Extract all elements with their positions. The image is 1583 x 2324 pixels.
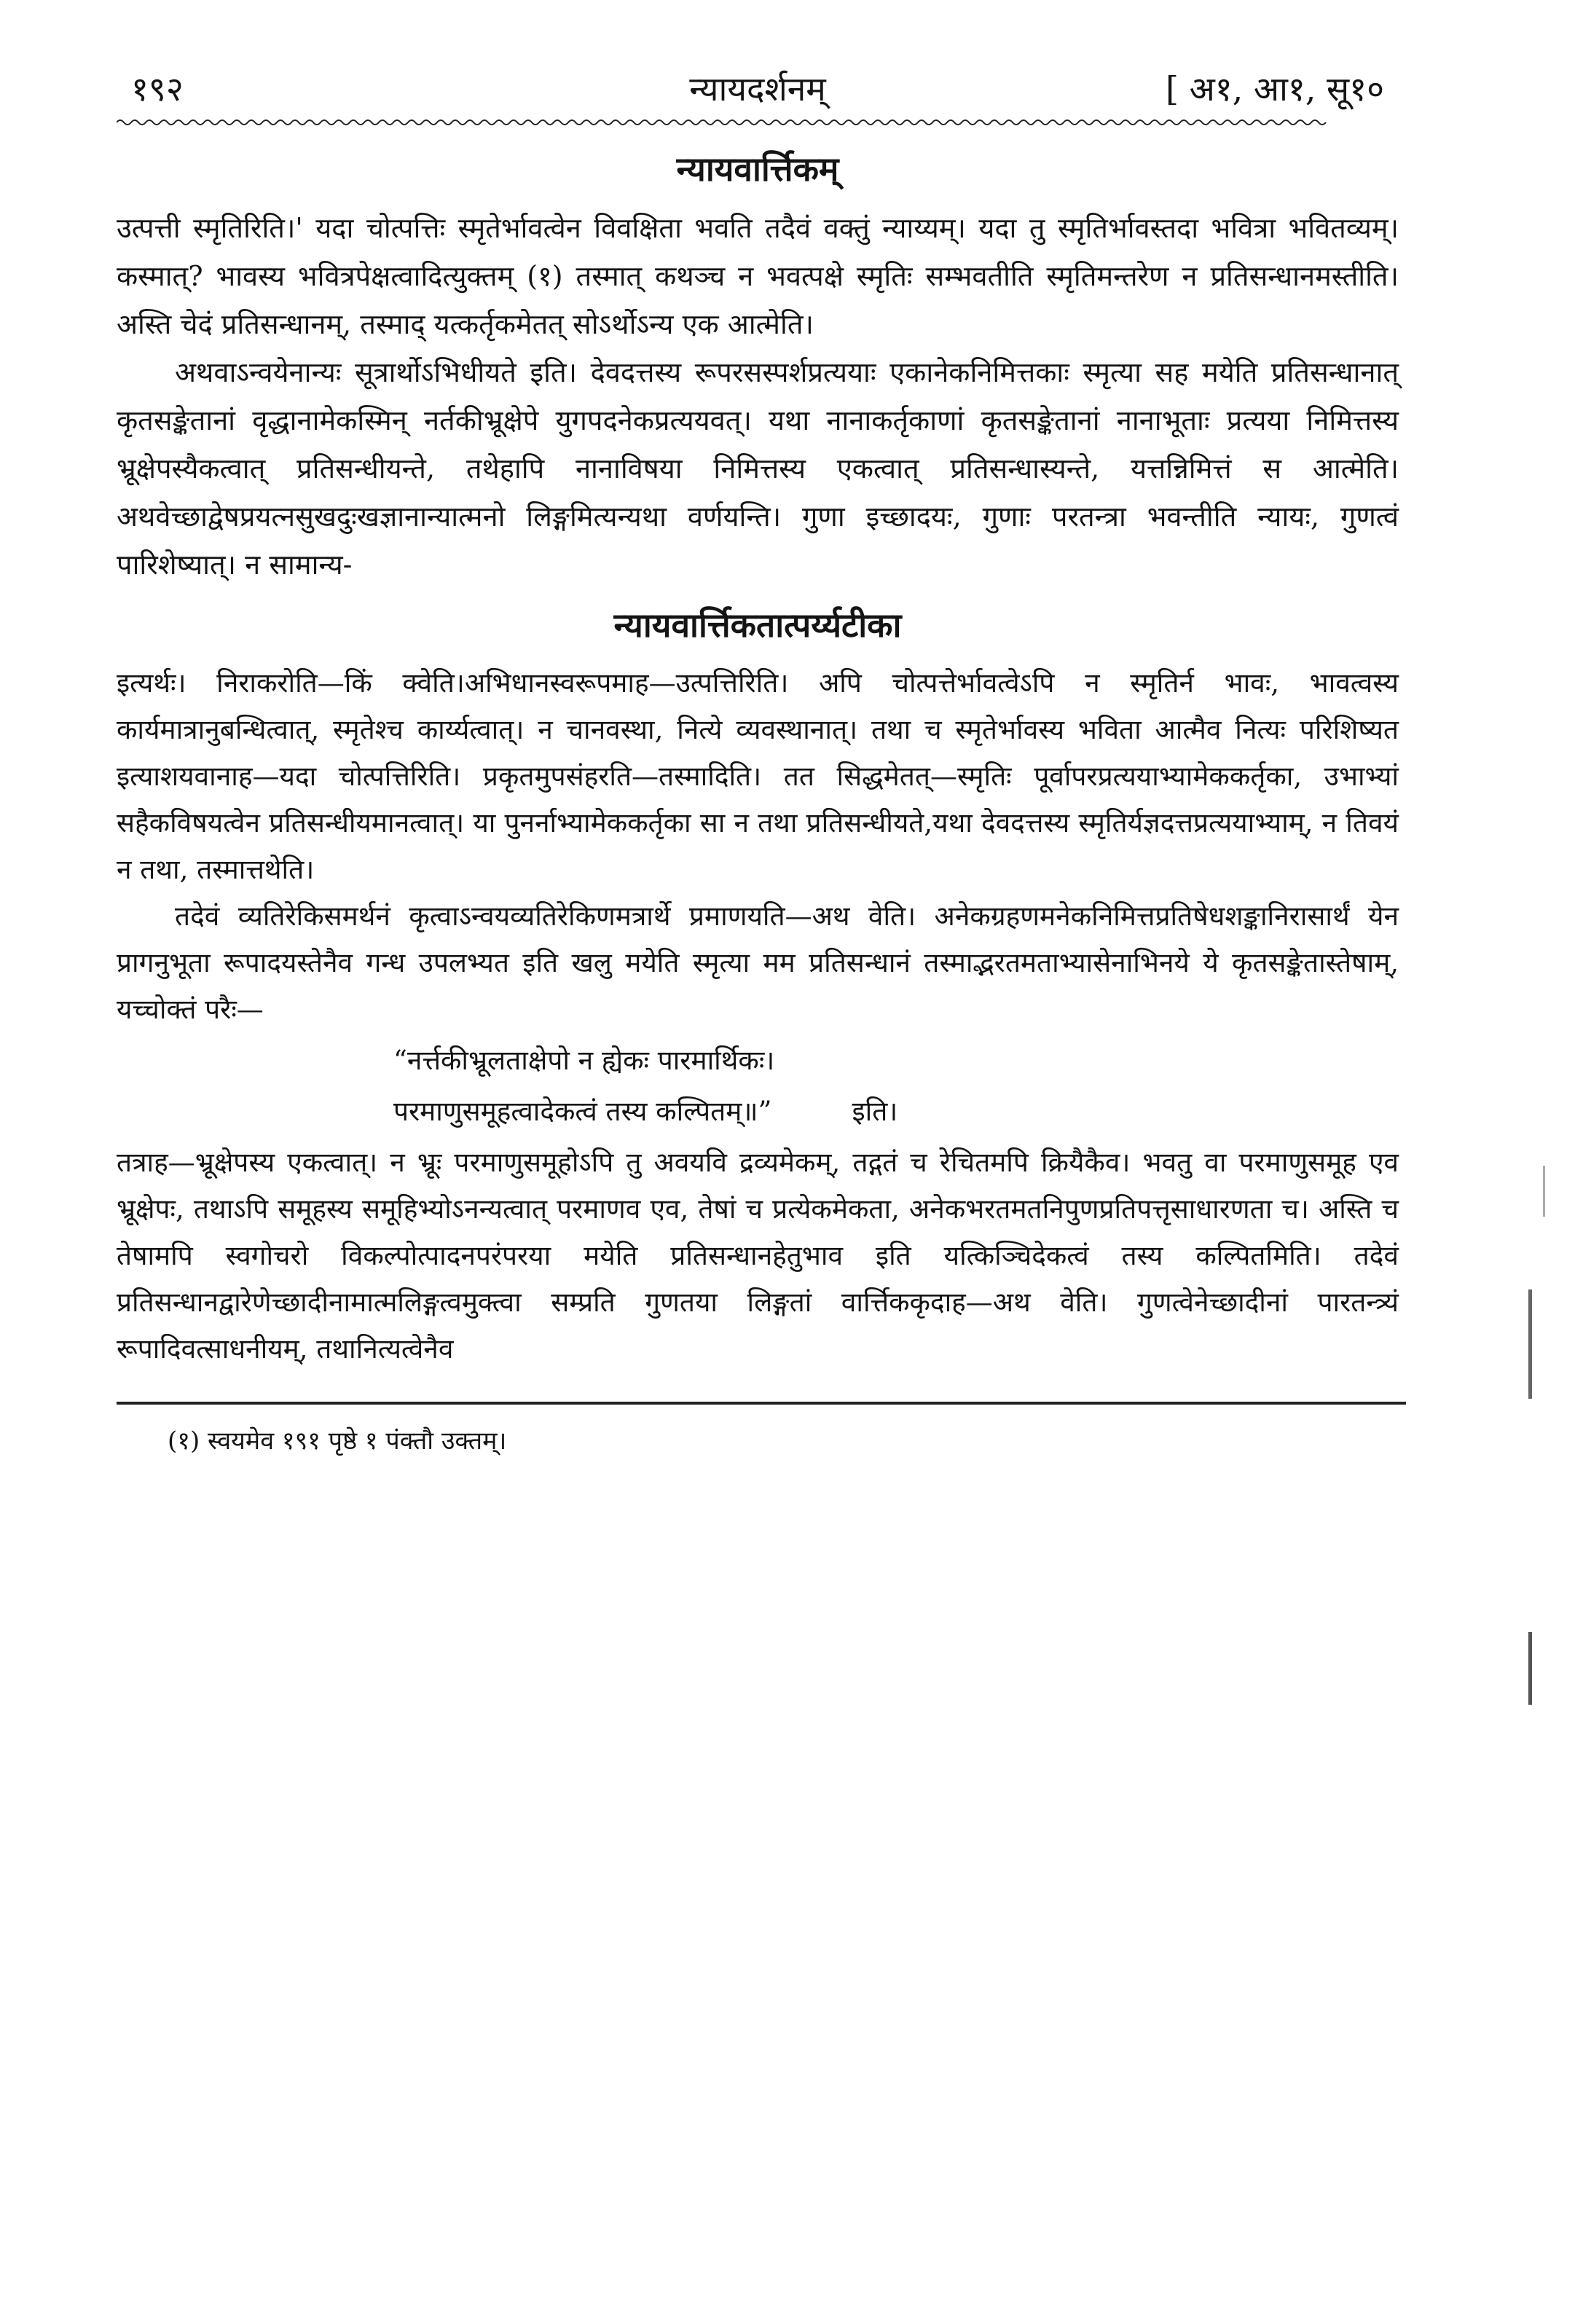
tika-paragraph-3: तत्राह—भ्रूक्षेपस्य एकत्वात्। न भ्रूः परमाणुसमूहोऽपि तु अवयवि द्रव्यमेकम्, तद्गतं च रेचितमपि क्रियैकैव। भवतु वा परमाणुसमूह एव भ्रूक्षेपः, तथाऽपि समूहस्य समूहिभ्योऽनन्यत्वात् परमाणव एव, तेषां च प्रत्येकमेकता, अनेकभरतमतनिपुणप्रतिपत्तृसाधारणता च। अस्ति च तेषामपि स्वगोचरो विकल्पोत्पादनपरंपरया मयेति प्रतिसन्धानहेतुभाव इति यत्किञ्चिदेकत्वं तस्य कल्पितमिति। तदेवं प्रतिसन्धानद्वारेणेच्छादीनामात्मलिङ्गत्वमुक्त्वा सम्प्रति गुणतया लिङ्गतां वार्त्तिककृदाह—अथ वेति। गुणत्वेनेच्छादीनां पारतन्त्र्यं रूपादिवत्साधनीयम्, तथानित्यत्वेनैव [117, 1147, 1399, 1365]
quoted-verse-line-2 [393, 1088, 1399, 1135]
verse-text: परमाणुसमूहत्वादेकत्वं तस्य कल्पितम्॥” [393, 1096, 772, 1127]
margin-mark [1543, 1166, 1545, 1217]
page-header [117, 58, 1399, 117]
margin-mark [1528, 1289, 1532, 1399]
tika-paragraph-1: इत्यर्थः। निराकरोति—किं क्वेति।अभिधानस्वरूपमाह—उत्पत्तिरिति। अपि चोत्पत्तेर्भावत्वेऽपि न स्मृतिर्न भावः, भावत्वस्य कार्यमात्रानुबन्धित्वात्, स्मृतेश्च कार्य्यत्वात्। न चानवस्था, नित्ये व्यवस्थानात्। तथा च स्मृतेर्भावस्य भविता आत्मैव नित्यः परिशिष्यत इत्याशयवानाह—यदा चोत्पत्तिरिति। प्रकृतमुपसंहरति—तस्मादिति। तत सिद्धमेतत्—स्मृतिः पूर्वापरप्रत्ययाभ्यामेककर्तृका, उभाभ्यां सहैकविषयत्वेन प्रतिसन्धीयमानत्वात्। या पुनर्नाभ्यामेककर्तृका सा न तथा प्रतिसन्धीयते,यथा देवदत्तस्य स्मृतिर्यज्ञदत्तप्रत्ययाभ्याम्, न तिवयं न तथा, तस्मात्तथेति। [117, 667, 1399, 885]
vartika-heading: न्यायवार्त्तिकम् [676, 149, 839, 189]
running-title: न्यायदर्शनम् [689, 69, 826, 109]
tika-heading: न्यायवार्त्तिकतात्पर्य्यटीका [613, 605, 902, 645]
verse-end-marker: इति। [852, 1096, 898, 1127]
quoted-verse-line-1: “नर्त्तकीभ्रूलताक्षेपो न ह्येकः पारमार्थिकः। [393, 1045, 775, 1076]
margin-mark [1528, 1632, 1532, 1705]
section-reference: [ अ१, आ१, सू१० [1166, 69, 1384, 109]
footnote-rule [117, 1402, 1406, 1405]
wavy-rule-divider [117, 117, 1399, 128]
page [117, 58, 1399, 1463]
tika-paragraph-2: तदेवं व्यतिरेकिसमर्थनं कृत्वाऽन्वयव्यतिरेकिणमत्रार्थे प्रमाणयति—अथ वेति। अनेकग्रहणमनेकनिमित्तप्रतिषेधशङ्कानिरासार्थं येन प्रागनुभूता रूपादयस्तेनैव गन्ध उपलभ्यत इति खलु मयेति स्मृत्या मम प्रतिसन्धानं तस्माद्भरतमताभ्यासेनाभिनये ये कृतसङ्केतास्तेषाम्, यच्चोक्तं परैः— [117, 900, 1399, 1025]
footnote: (१) स्वयमेव १९१ पृष्ठे १ पंक्तौ उक्तम्। [168, 1426, 507, 1456]
page-number: १९२ [131, 69, 184, 109]
vartika-paragraph-1: उत्पत्ती स्मृतिरिति।' यदा चोत्पत्तिः स्मृतेर्भावत्वेन विवक्षिता भवति तदैवं वक्तुं न्याय्यम्। यदा तु स्मृतिर्भावस्तदा भवित्रा भवितव्यम्। कस्मात्? भावस्य भवित्रपेक्षत्वादित्युक्तम् (१) तस्मात् कथञ्च न भवत्पक्षे स्मृतिः सम्भवतीति स्मृतिमन्तरेण न प्रतिसन्धानमस्तीति। अस्ति चेदं प्रतिसन्धानम्, तस्माद् यत्कर्तृकमेतत् सोऽर्थोऽन्य एक आत्मेति। [117, 212, 1399, 340]
vartika-paragraph-2: अथवाऽन्वयेनान्यः सूत्रार्थोऽभिधीयते इति। देवदत्तस्य रूपरसस्पर्शप्रत्ययाः एकानेकनिमित्तकाः स्मृत्या सह मयेति प्रतिसन्धानात् कृतसङ्केतानां वृद्धानामेकस्मिन् नर्तकीभ्रूक्षेपे युगपदनेकप्रत्ययवत्। यथा नानाकर्तृकाणां कृतसङ्केतानां नानाभूताः प्रत्यया निमित्तस्य भ्रूक्षेपस्यैकत्वात् प्रतिसन्धीयन्ते, तथेहापि नानाविषया निमित्तस्य एकत्वात् प्रतिसन्धास्यन्ते, यत्तन्निमित्तं स आत्मेति। अथवेच्छाद्वेषप्रयत्नसुखदुःखज्ञानान्यात्मनो लिङ्गमित्यन्यथा वर्णयन्ति। गुणा इच्छादयः, गुणाः परतन्त्रा भवन्तीति न्यायः, गुणत्वं पारिशेष्यात्। न सामान्य- [117, 356, 1399, 581]
